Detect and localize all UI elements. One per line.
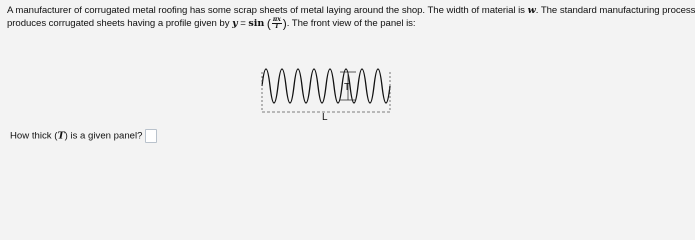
problem-statement: [7, 5, 695, 31]
question-suffix: ) is a given panel?: [64, 130, 143, 142]
equation-function: sin: [248, 18, 265, 30]
equation-equals: =: [237, 18, 249, 30]
problem-line-2: [7, 17, 647, 30]
sine-wave: [262, 69, 390, 103]
panel-profile-figure: [258, 52, 398, 124]
problem-text-2-tail: . The front view of the panel is:: [286, 18, 416, 30]
question-prefix: How thick (: [10, 130, 58, 142]
left-paren: (: [266, 16, 271, 31]
width-variable: w: [527, 5, 536, 16]
right-paren: ): [282, 16, 287, 31]
fraction-numerator: πx: [272, 16, 281, 23]
question-variable: T: [57, 130, 65, 142]
problem-text-1: A manufacturer of corrugated metal roofing has some scrap sheets of metal laying around the shop. The width of material is: [7, 5, 525, 16]
answer-input-box[interactable]: [145, 129, 157, 143]
length-label: L: [322, 112, 328, 123]
fraction-denominator: T: [274, 23, 280, 30]
equation-fraction: [272, 17, 282, 30]
problem-text-2: produces corrugated sheets having a profile given by: [7, 18, 230, 30]
problem-text-1-tail: . The standard manufacturing process: [535, 5, 695, 16]
problem-line-1: [7, 5, 695, 17]
equation-lhs: y: [232, 18, 238, 30]
question-prompt: [10, 129, 157, 144]
thickness-label: T: [344, 82, 351, 93]
